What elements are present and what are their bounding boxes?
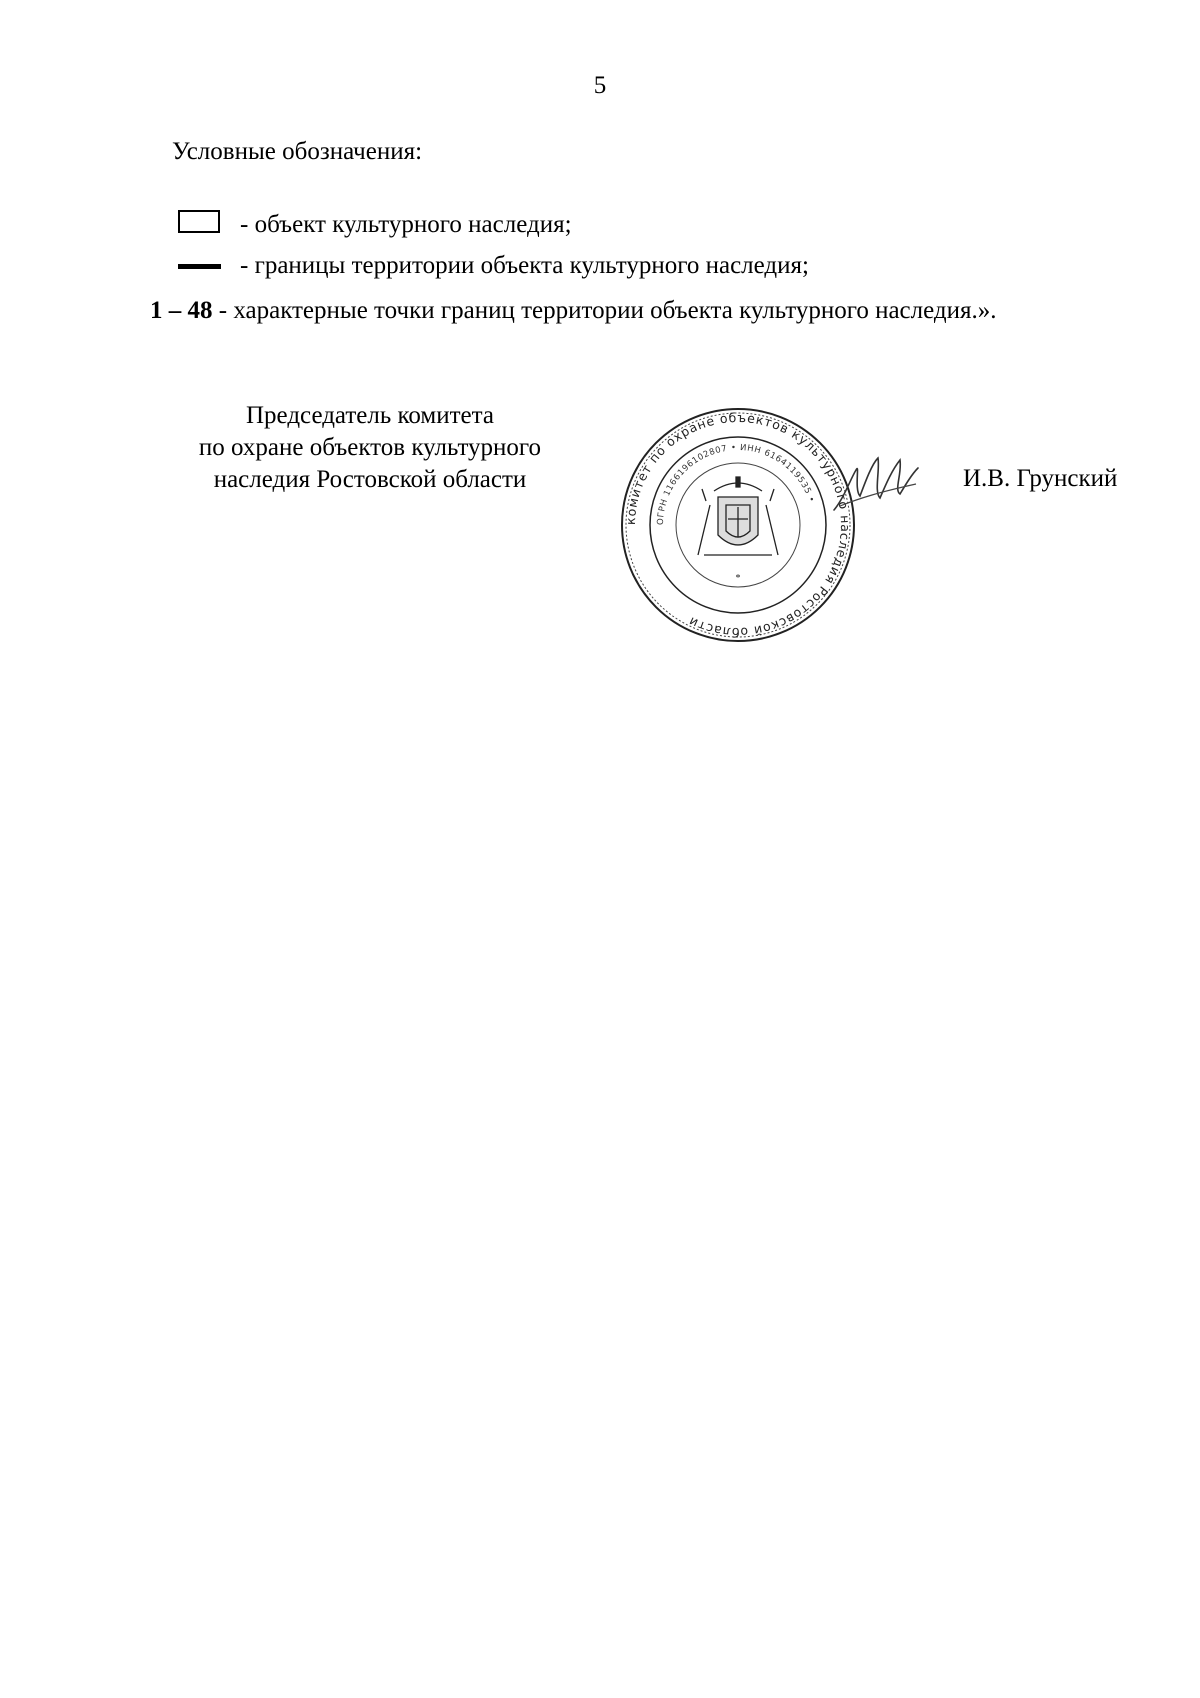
legend-text-points: - характерные точки границ территории объекта культурного наследия.». — [212, 297, 997, 324]
seal-outer-text: комитет по охране объектов культурного наследия Ростовской области — [622, 409, 854, 641]
signature-position — [160, 400, 580, 496]
legend-row-points — [150, 297, 996, 325]
svg-text:*: * — [735, 573, 741, 584]
legend-text-object: - объект культурного наследия; — [240, 211, 572, 238]
official-seal — [618, 405, 858, 645]
legend-text-boundary: - границы территории объекта культурного наследия; — [240, 252, 809, 279]
legend-symbol-object — [178, 210, 220, 233]
signature-position-line-3: наследия Ростовской области — [213, 466, 527, 493]
coat-of-arms-icon — [698, 477, 778, 555]
signature-position-line-1: Председатель комитета — [246, 402, 494, 429]
seal-inner-text: ОГРН 1166196102807 • ИНН 6164119535 • — [655, 442, 817, 526]
legend-points-range: 1 – 48 — [150, 297, 213, 324]
signature-position-line-2: по охране объектов культурного — [198, 434, 542, 461]
handwritten-signature — [830, 440, 920, 530]
signatory-name: И.В. Грунский — [963, 465, 1118, 492]
legend-symbol-boundary — [178, 264, 221, 269]
legend-title: Условные обозначения: — [172, 138, 423, 165]
page-number: 5 — [593, 72, 607, 99]
